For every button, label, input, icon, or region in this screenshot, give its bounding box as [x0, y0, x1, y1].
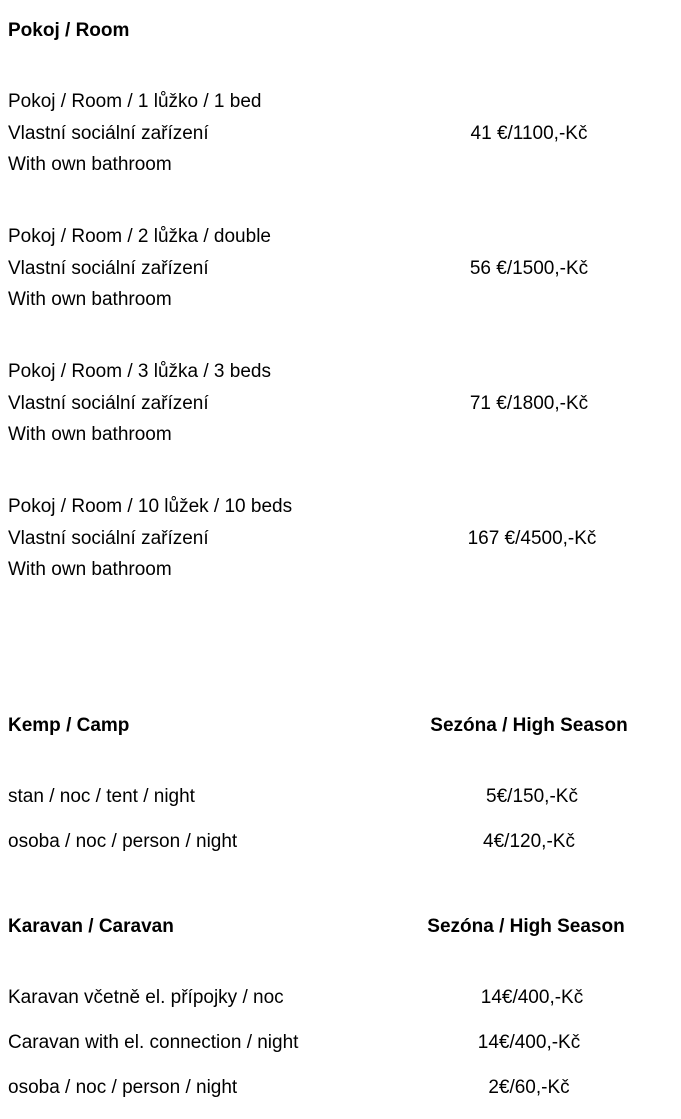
camp-season-heading: Sezóna / High Season: [430, 715, 628, 736]
caravan-heading: Karavan / Caravan: [8, 916, 174, 937]
room-name: Pokoj / Room / 2 lůžka / double: [8, 226, 271, 247]
room-price: 71 €/1800,-Kč: [469, 393, 589, 414]
room-facility-cz: Vlastní sociální zařízení: [8, 528, 209, 549]
caravan-season-heading: Sezóna / High Season: [427, 916, 625, 937]
room-facility-cz: Vlastní sociální zařízení: [8, 393, 209, 414]
caravan-label: Caravan with el. connection / night: [8, 1032, 299, 1053]
room-name: Pokoj / Room / 1 lůžko / 1 bed: [8, 91, 262, 112]
room-name: Pokoj / Room / 10 lůžek / 10 beds: [8, 496, 293, 517]
room-price: 167 €/4500,-Kč: [467, 528, 597, 549]
room-facility-en: With own bathroom: [8, 289, 172, 310]
camp-price: 4€/120,-Kč: [483, 831, 575, 852]
camp-price: 5€/150,-Kč: [486, 786, 578, 807]
camp-heading: Kemp / Camp: [8, 715, 130, 736]
caravan-price: 14€/400,-Kč: [480, 987, 584, 1008]
rooms-heading: Pokoj / Room: [8, 20, 130, 41]
room-price: 41 €/1100,-Kč: [470, 123, 588, 144]
room-facility-en: With own bathroom: [8, 559, 172, 580]
caravan-label: osoba / noc / person / night: [8, 1077, 238, 1098]
room-facility-en: With own bathroom: [8, 154, 172, 175]
room-facility-cz: Vlastní sociální zařízení: [8, 123, 209, 144]
camp-label: stan / noc / tent / night: [8, 786, 195, 807]
caravan-price: 14€/400,-Kč: [477, 1032, 581, 1053]
camp-label: osoba / noc / person / night: [8, 831, 238, 852]
room-facility-en: With own bathroom: [8, 424, 172, 445]
room-price: 56 €/1500,-Kč: [469, 258, 589, 279]
caravan-price: 2€/60,-Kč: [488, 1077, 570, 1098]
room-facility-cz: Vlastní sociální zařízení: [8, 258, 209, 279]
caravan-label: Karavan včetně el. přípojky / noc: [8, 987, 284, 1008]
room-name: Pokoj / Room / 3 lůžka / 3 beds: [8, 361, 271, 382]
